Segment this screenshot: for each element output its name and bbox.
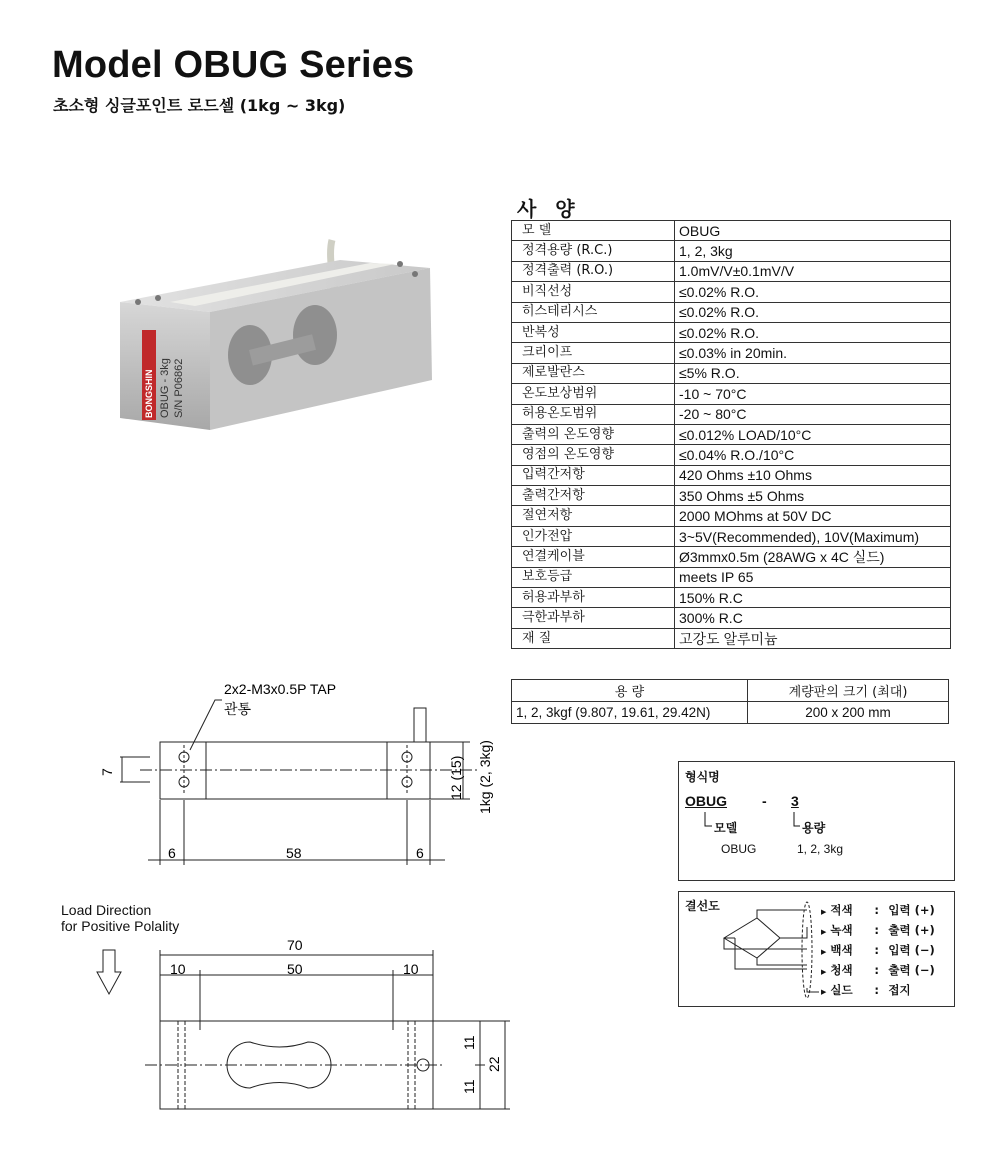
spec-value: -10 ~ 70°C	[675, 384, 951, 404]
dim-height: 12 (15)	[448, 755, 464, 800]
spec-row	[512, 465, 951, 485]
spec-value: ≤5% R.O.	[675, 363, 951, 383]
dim-11-top: 11	[461, 1035, 477, 1050]
spec-row	[512, 261, 951, 281]
wire-color: 적색	[830, 903, 853, 917]
load-direction-sub-label: for Positive Polality	[61, 918, 180, 934]
wire-function: 입력 (+)	[888, 903, 935, 917]
spec-row	[512, 526, 951, 546]
spec-label: 재 질	[512, 628, 675, 648]
spec-row	[512, 547, 951, 567]
wiring-line	[821, 922, 935, 942]
spec-row	[512, 322, 951, 342]
spec-value: ≤0.04% R.O./10°C	[675, 445, 951, 465]
dim-10-right: 10	[403, 961, 419, 977]
spec-value: OBUG	[675, 221, 951, 241]
spec-label: 출력간저항	[512, 486, 675, 506]
spec-value: 300% R.C	[675, 608, 951, 628]
spec-label: 크리이프	[512, 343, 675, 363]
spec-label: 모 델	[512, 221, 675, 241]
tap-sub-label: 관통	[224, 702, 252, 718]
capacity-header: 용 량	[512, 680, 748, 702]
wire-function: 출력 (−)	[888, 963, 935, 977]
wire-color: 백색	[830, 943, 853, 957]
plate-size-header: 계량판의 크기 (최대)	[748, 680, 949, 702]
capacity-value: 1, 2, 3kgf (9.807, 19.61, 29.42N)	[512, 702, 748, 724]
wire-color: 녹색	[830, 923, 853, 937]
wire-arrow-icon: ▶	[821, 968, 827, 976]
wire-arrow-icon: ▶	[821, 988, 827, 996]
dim-6-right: 6	[416, 845, 424, 861]
spec-value: 350 Ohms ±5 Ohms	[675, 486, 951, 506]
spec-label: 극한과부하	[512, 608, 675, 628]
wire-separator: :	[874, 903, 879, 917]
spec-value: ≤0.02% R.O.	[675, 282, 951, 302]
capacity-label: 용량	[802, 821, 826, 835]
wire-color: 실드	[830, 983, 853, 997]
spec-value: 420 Ohms ±10 Ohms	[675, 465, 951, 485]
spec-label: 인가전압	[512, 526, 675, 546]
spec-value: 1.0mV/V±0.1mV/V	[675, 261, 951, 281]
photo-label-serial: S/N P06862	[173, 358, 185, 418]
spec-value: 2000 MOhms at 50V DC	[675, 506, 951, 526]
wire-function: 입력 (−)	[888, 943, 935, 957]
spec-row	[512, 628, 951, 648]
model-code-box	[678, 761, 955, 881]
wire-arrow-icon: ▶	[821, 928, 827, 936]
photo-label-brand: BONGSHIN	[144, 369, 154, 418]
wiring-line	[821, 962, 935, 982]
spec-label: 연결케이블	[512, 547, 675, 567]
spec-label: 히스테리시스	[512, 302, 675, 322]
wire-function: 출력 (+)	[888, 923, 935, 937]
wheatstone-bridge	[679, 892, 819, 1006]
spec-row	[512, 241, 951, 261]
spec-value: ≤0.02% R.O.	[675, 322, 951, 342]
spec-label: 허용온도범위	[512, 404, 675, 424]
spec-row	[512, 486, 951, 506]
tap-label: 2x2-M3x0.5P TAP	[224, 681, 337, 697]
photo-label-model: OBUG - 3kg	[159, 358, 171, 418]
spec-row	[512, 445, 951, 465]
dim-50: 50	[287, 961, 303, 977]
spec-heading: 사 양	[517, 197, 581, 221]
spec-label: 비직선성	[512, 282, 675, 302]
wiring-line	[821, 982, 935, 1002]
spec-label: 반복성	[512, 322, 675, 342]
spec-table	[511, 220, 951, 649]
model-label: 모델	[714, 821, 738, 835]
dim-height-note: 1kg (2, 3kg)	[477, 740, 493, 814]
capacity-values: 1, 2, 3kg	[797, 842, 844, 856]
spec-value: 3~5V(Recommended), 10V(Maximum)	[675, 526, 951, 546]
spec-row	[512, 302, 951, 322]
dim-7: 7	[99, 768, 115, 776]
spec-value: ≤0.012% LOAD/10°C	[675, 424, 951, 444]
load-direction-label: Load Direction	[61, 902, 152, 918]
wire-arrow-icon: ▶	[821, 948, 827, 956]
side-view-drawing	[50, 930, 520, 1130]
spec-label: 허용과부하	[512, 588, 675, 608]
spec-label: 보호등급	[512, 567, 675, 587]
top-view-drawing	[50, 670, 520, 870]
spec-value: Ø3mmx0.5m (28AWG x 4C 실드)	[675, 547, 951, 567]
dim-11-bottom: 11	[461, 1079, 477, 1094]
capacity-table	[511, 679, 949, 724]
dim-10-left: 10	[170, 961, 186, 977]
model-code-capacity: 3	[791, 793, 799, 809]
load-cell-photo	[100, 230, 450, 430]
wire-color: 청색	[830, 963, 853, 977]
wire-separator: :	[874, 943, 879, 957]
wiring-line	[821, 902, 935, 922]
spec-row	[512, 608, 951, 628]
spec-value: meets IP 65	[675, 567, 951, 587]
plate-size-value: 200 x 200 mm	[748, 702, 949, 724]
wiring-legend	[821, 902, 935, 1002]
spec-row	[512, 424, 951, 444]
spec-value: 150% R.C	[675, 588, 951, 608]
spec-label: 영점의 온도영향	[512, 445, 675, 465]
spec-label: 정격출력 (R.O.)	[512, 261, 675, 281]
dim-22: 22	[486, 1056, 502, 1072]
wire-arrow-icon: ▶	[821, 908, 827, 916]
dim-6-left: 6	[168, 845, 176, 861]
load-direction-arrow-icon	[97, 950, 121, 994]
spec-value: 고강도 알루미늄	[675, 628, 951, 648]
wiring-diagram-box	[678, 891, 955, 1007]
page-subtitle: 초소형 싱글포인트 로드셀 (1kg ~ 3kg)	[53, 96, 346, 115]
spec-value: ≤0.02% R.O.	[675, 302, 951, 322]
wire-separator: :	[874, 963, 879, 977]
wire-separator: :	[874, 983, 879, 997]
dim-70: 70	[287, 937, 303, 953]
spec-row	[512, 221, 951, 241]
spec-value: -20 ~ 80°C	[675, 404, 951, 424]
spec-row	[512, 404, 951, 424]
wiring-heading: 결선도	[685, 899, 720, 913]
spec-row	[512, 588, 951, 608]
spec-value: ≤0.03% in 20min.	[675, 343, 951, 363]
spec-label: 출력의 온도영향	[512, 424, 675, 444]
spec-label: 절연저항	[512, 506, 675, 526]
spec-value: 1, 2, 3kg	[675, 241, 951, 261]
page-title: Model OBUG Series	[52, 44, 415, 86]
spec-label: 입력간저항	[512, 465, 675, 485]
spec-label: 제로발란스	[512, 363, 675, 383]
spec-row	[512, 506, 951, 526]
dim-58: 58	[286, 845, 302, 861]
model-value: OBUG	[721, 842, 757, 856]
wiring-line	[821, 942, 935, 962]
spec-row	[512, 282, 951, 302]
spec-row	[512, 384, 951, 404]
spec-row	[512, 567, 951, 587]
spec-row	[512, 363, 951, 383]
wire-separator: :	[874, 923, 879, 937]
model-code-model: OBUG	[685, 793, 727, 809]
model-code-heading: 형식명	[685, 770, 720, 784]
spec-label: 온도보상범위	[512, 384, 675, 404]
model-code-dash: -	[762, 793, 767, 809]
spec-row	[512, 343, 951, 363]
spec-label: 정격용량 (R.C.)	[512, 241, 675, 261]
wire-function: 접지	[888, 983, 911, 997]
